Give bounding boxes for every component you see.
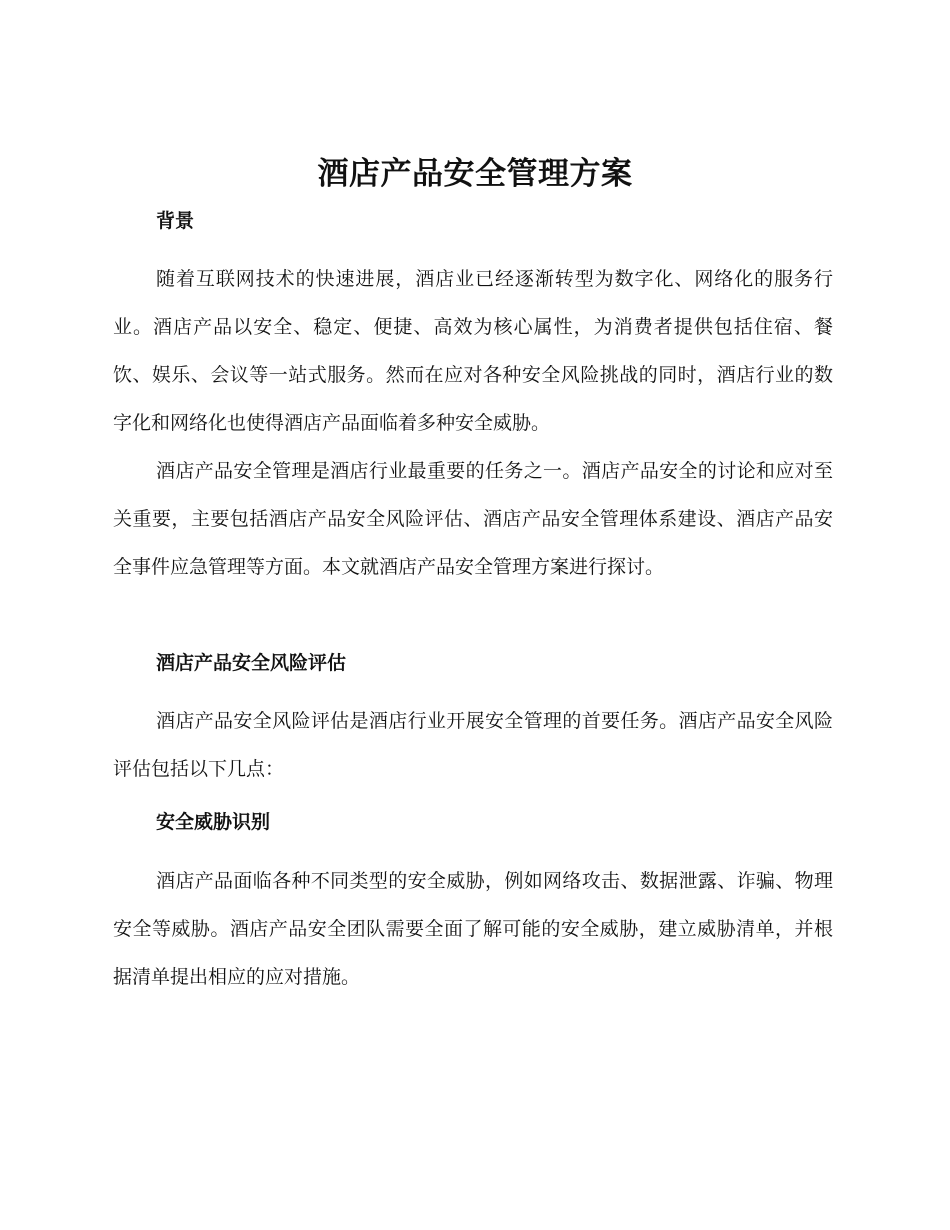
document-title: 酒店产品安全管理方案 [317, 156, 633, 192]
paragraph-background-1: 随着互联网技术的快速进展，酒店业已经逐渐转型为数字化、网络化的服务行业。酒店产品以安全、稳定、便捷、高效为核心属性，为消费者提供包括住宿、餐饮、娱乐、会议等一站式服务。然而在应对各种安全风险挑战的同时，酒店行业的数字化和网络化也使得酒店产品面临着多种安全威胁。 [113, 268, 833, 434]
section-heading-background: 背景 [156, 210, 195, 232]
section-heading-threat-identification: 安全威胁识别 [156, 811, 271, 833]
paragraph-background-2: 酒店产品安全管理是酒店行业最重要的任务之一。酒店产品安全的讨论和应对至关重要，主要包括酒店产品安全风险评估、酒店产品安全管理体系建设、酒店产品安全事件应急管理等方面。本文就酒店产品安全管理方案进行探讨。 [113, 460, 833, 578]
section-heading-risk-assessment: 酒店产品安全风险评估 [156, 652, 347, 674]
paragraph-threat-identification-1: 酒店产品面临各种不同类型的安全威胁，例如网络攻击、数据泄露、诈骗、物理安全等威胁。酒店产品安全团队需要全面了解可能的安全威胁，建立威胁清单，并根据清单提出相应的应对措施。 [113, 870, 833, 988]
paragraph-risk-assessment-1: 酒店产品安全风险评估是酒店行业开展安全管理的首要任务。酒店产品安全风险评估包括以下几点： [113, 710, 833, 780]
